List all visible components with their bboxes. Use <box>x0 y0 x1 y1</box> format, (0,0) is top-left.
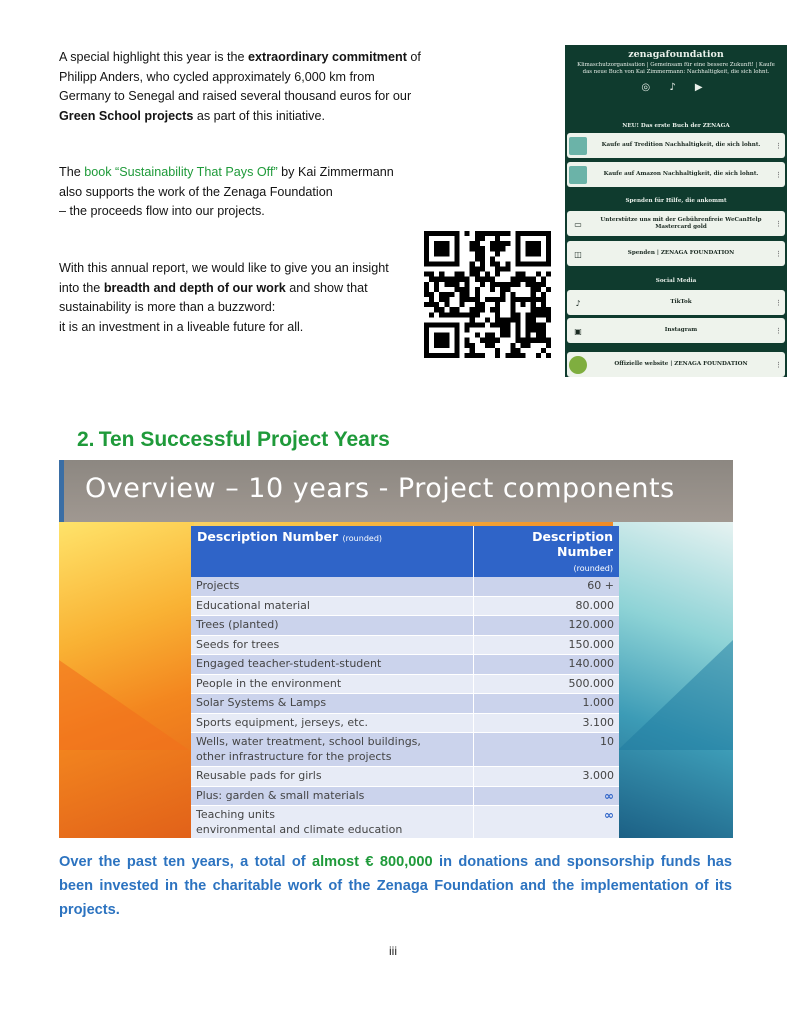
donate-icon: ◫ <box>574 248 582 259</box>
row-value: 60 + <box>474 577 620 596</box>
more-icon[interactable]: ⋮ <box>775 249 782 258</box>
row-label <box>191 635 474 655</box>
section-book: NEU! Das erste Buch der ZENAGA <box>622 123 730 129</box>
table-row <box>191 733 619 767</box>
book-thumbnail <box>569 137 587 155</box>
project-components-table <box>191 526 619 838</box>
link-mastercard-label: Unterstütze uns mit der Gebührenfreie WeCanHelp Mastercard gold <box>600 216 762 230</box>
row-label-line1: Plus: garden & small materials <box>196 788 365 802</box>
link-amazon-label: Kaufe auf Amazon Nachhaltigkeit, die sich lohnt. <box>603 171 759 177</box>
more-icon[interactable]: ⋮ <box>775 326 782 335</box>
link-tiktok[interactable] <box>567 290 785 315</box>
linktree-screenshot <box>565 45 787 377</box>
table-body <box>191 577 619 838</box>
row-value: 120.000 <box>474 616 620 636</box>
link-tiktok-label: TikTok <box>670 299 692 305</box>
row-label-line1: People in the environment <box>196 676 342 690</box>
p3-text-c: and show that sustainability is more than a buzzword: <box>59 280 368 314</box>
row-label-line1: Engaged teacher-student-student <box>196 657 382 670</box>
column-header-number <box>474 526 620 577</box>
row-value: 500.000 <box>474 674 620 694</box>
row-value: 3.000 <box>474 767 620 787</box>
row-label <box>191 616 474 636</box>
section-social: Social Media <box>655 278 697 284</box>
summary-amount: almost € 800,000 <box>311 854 433 870</box>
p3-text-a: With this annual report, we would like to give you an insight into the <box>59 261 389 295</box>
slide-shard <box>618 640 733 750</box>
col1-note: (rounded) <box>342 534 383 543</box>
row-label-line1: Teaching units <box>196 808 275 821</box>
table-header-row <box>191 526 619 577</box>
slide-shard <box>59 660 189 750</box>
row-value: 1.000 <box>474 694 620 714</box>
table-row <box>191 635 619 655</box>
row-label-line1: Educational material <box>196 598 310 612</box>
row-label-line1: Seeds for trees <box>196 637 280 651</box>
row-value: ∞ <box>474 786 620 806</box>
row-label-line1: Trees (planted) <box>196 618 279 631</box>
link-amazon[interactable] <box>567 162 785 187</box>
row-value: 150.000 <box>474 635 620 655</box>
row-label-line1: Reusable pads for girls <box>196 769 322 782</box>
table-row <box>191 616 619 636</box>
row-value: 140.000 <box>474 655 620 675</box>
col2-label: Description Number <box>532 529 613 559</box>
row-label-line1: Solar Systems & Lamps <box>196 696 327 709</box>
more-icon[interactable]: ⋮ <box>775 360 782 369</box>
summary-text-c: in donations and sponsorship funds has been invested in the charitable work of the Zenaga Foundation and the implementation of its projects. <box>59 854 732 918</box>
row-label <box>191 806 474 839</box>
highlight-paragraph <box>59 48 429 126</box>
summary-text-a: Over the past ten years, a total of <box>59 854 312 870</box>
table-row <box>191 655 619 675</box>
logo-thumbnail <box>569 356 587 374</box>
row-label <box>191 674 474 694</box>
p2-text-pre: The <box>59 165 85 179</box>
table-row <box>191 674 619 694</box>
table-row <box>191 767 619 787</box>
profile-bio: Klimaschutzorganisation | Gemeinsam für eine bessere Zukunft! | Kaufe das neue Buch von Kai Zimmermann: Nachhaltigkeit, die sich lohnt. <box>577 62 775 75</box>
p2-text-line2: – the proceeds flow into our projects. <box>59 204 265 218</box>
p1-text-e: as part of this initiative. <box>193 108 325 123</box>
row-label-line1: Sports equipment, jerseys, etc. <box>196 715 368 729</box>
row-label <box>191 786 474 806</box>
more-icon[interactable]: ⋮ <box>775 298 782 307</box>
table-row <box>191 806 619 839</box>
column-header-description <box>191 526 474 577</box>
row-label-line2: environmental and climate education <box>196 822 403 836</box>
row-value: 3.100 <box>474 713 620 733</box>
page-number: iii <box>389 944 397 958</box>
annual-report-paragraph <box>59 259 409 337</box>
overview-slide <box>59 460 733 838</box>
link-mastercard[interactable] <box>567 211 785 236</box>
table-row <box>191 577 619 596</box>
book-paragraph <box>59 163 419 222</box>
instagram-icon: ▣ <box>574 325 582 336</box>
card-icon: ▭ <box>574 218 582 229</box>
p1-bold-green-school: Green School projects <box>59 108 194 123</box>
profile-name: zenagafoundation <box>628 49 724 60</box>
section-donate: Spenden für Hilfe, die ankommt <box>625 198 727 204</box>
link-website[interactable] <box>567 352 785 377</box>
book-link[interactable]: book “Sustainability That Pays Off” <box>84 165 278 179</box>
p1-text-a: A special highlight this year is the <box>59 50 249 64</box>
more-icon[interactable]: ⋮ <box>775 170 782 179</box>
row-label-line1: Projects <box>196 579 240 592</box>
link-donate-label: Spenden | ZENAGA FOUNDATION <box>627 250 735 256</box>
p1-bold-commitment: extraordinary commitment <box>248 50 407 64</box>
row-label <box>191 655 474 675</box>
col2-note: (rounded) <box>573 564 613 573</box>
row-label <box>191 767 474 787</box>
p3-bold-breadth: breadth and depth of our work <box>103 280 286 295</box>
tiktok-icon: ♪ <box>575 297 581 308</box>
summary-paragraph <box>59 850 732 922</box>
section-heading: 2. Ten Successful Project Years <box>77 428 390 451</box>
row-label <box>191 596 474 616</box>
row-label-line1: Wells, water treatment, school buildings, <box>196 735 421 748</box>
row-label <box>191 713 474 733</box>
more-icon[interactable]: ⋮ <box>775 219 782 228</box>
row-label-line2: other infrastructure for the projects <box>196 749 392 763</box>
book-thumbnail <box>569 166 587 184</box>
link-donate[interactable] <box>567 241 785 266</box>
p2-text-mid: by Kai Zimmermann also supports the work of the Zenaga Foundation <box>59 165 394 199</box>
row-value: ∞ <box>474 806 620 839</box>
row-label <box>191 577 474 596</box>
qr-code[interactable] <box>424 231 551 358</box>
link-tredition[interactable] <box>567 133 785 158</box>
col1-label: Description Number <box>197 529 339 544</box>
table-row <box>191 713 619 733</box>
row-label <box>191 694 474 714</box>
table-row <box>191 786 619 806</box>
social-icons[interactable]: ◎ ♪ ▶ <box>641 82 711 93</box>
link-instagram[interactable] <box>567 318 785 343</box>
link-website-label: Offizielle website | ZENAGA FOUNDATION <box>614 361 748 367</box>
link-tredition-label: Kaufe auf Tredition Nachhaltigkeit, die sich lohnt. <box>601 142 761 148</box>
p1-text-c: of Philipp Anders, who cycled approximately 6,000 km from Germany to Senegal and raised several thousand euros for our <box>59 50 421 103</box>
row-value: 10 <box>474 733 620 767</box>
table-row <box>191 694 619 714</box>
slide-title: Overview – 10 years - Project components <box>85 473 675 504</box>
link-instagram-label: Instagram <box>664 327 698 333</box>
table-row <box>191 596 619 616</box>
p3-text-line2: it is an investment in a liveable future for all. <box>59 319 304 334</box>
slide-edge <box>59 460 64 522</box>
row-value: 80.000 <box>474 596 620 616</box>
row-label <box>191 733 474 767</box>
more-icon[interactable]: ⋮ <box>775 141 782 150</box>
